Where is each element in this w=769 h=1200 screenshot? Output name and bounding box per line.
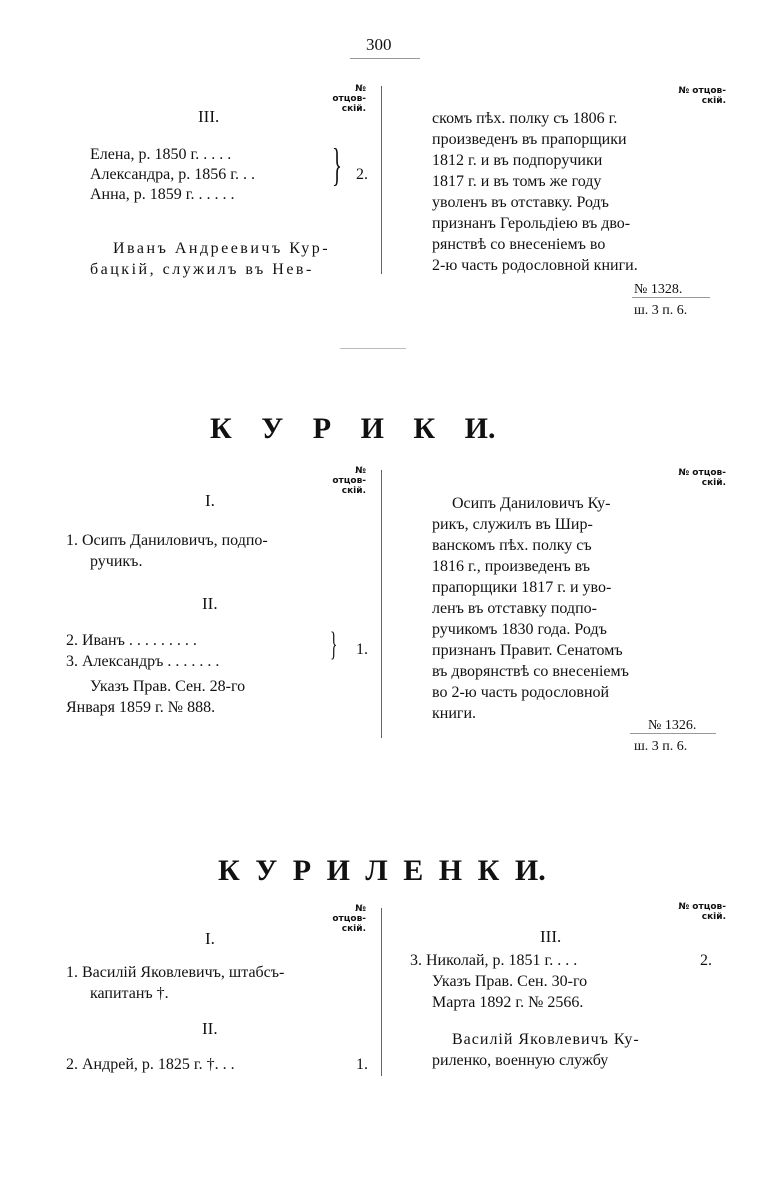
paragraph-line: 2-ю часть родословной книги. [432,257,638,274]
paragraph-line: рикъ, служилъ въ Шир- [432,516,593,533]
column-divider [381,470,382,738]
record-rule [632,297,710,298]
section-title: К У Р И К И. [210,412,496,445]
paragraph-line: во 2-ю часть родословной [432,684,610,701]
page-number-rule [350,58,420,59]
section-title: К У Р И Л Е Н К И. [218,854,546,887]
paragraph-line: Иванъ Андреевичъ Кур- [113,240,331,257]
paragraph-line: Василій Яковлевичъ Ку- [452,1031,640,1048]
column-header-right: № отцов- скій. [678,86,726,106]
brace: } [332,139,342,190]
record-location: ш. 3 п. 6. [634,739,688,754]
paragraph-line: въ дворянствѣ со внесеніемъ [432,663,629,680]
decree-line: Указъ Прав. Сен. 28-го [90,678,246,695]
generation-heading: I. [205,491,215,510]
group-number: 1. [356,641,368,658]
brace: } [330,626,338,663]
paragraph-line: книги. [432,705,477,722]
paragraph-line: Осипъ Даниловичъ Ку- [452,495,611,512]
group-number: 1. [356,1056,368,1073]
paragraph-line: скомъ пѣх. полку съ 1806 г. [432,110,618,127]
paragraph-line: рянствѣ со внесеніемъ во [432,236,606,253]
record-rule [630,733,716,734]
column-divider [381,86,382,274]
person-row: Анна, р. 1859 г. . . . . . [90,186,235,203]
decree-line: Указъ Прав. Сен. 30-го [432,973,588,990]
decree-line: Января 1859 г. № 888. [66,699,216,716]
generation-heading: II. [202,1019,218,1038]
paragraph-line: 1817 г. и въ томъ же году [432,173,602,190]
paragraph-line: бацкій, служилъ въ Нев- [90,261,314,278]
person-row: 1. Осипъ Даниловичъ, подпо- [66,532,268,549]
group-number: 2. [700,952,712,969]
paragraph-line: прапорщики 1817 г. и уво- [432,579,612,596]
paragraph-line: уволенъ въ отставку. Родъ [432,194,609,211]
column-header-left: № отцов- скій. [332,466,366,496]
column-divider [381,908,382,1076]
paragraph-line: риленко, военную службу [432,1052,609,1069]
person-row: 1. Василій Яковлевичъ, штабсъ- [66,964,285,981]
decree-line: Марта 1892 г. № 2566. [432,994,584,1011]
record-location: ш. 3 п. 6. [634,303,688,318]
generation-heading: III. [198,107,220,126]
generation-heading: II. [202,594,218,613]
column-header-left: № отцов- скій. [332,904,366,934]
section-divider [340,348,406,349]
person-row: капитанъ †. [90,985,169,1002]
record-number: № 1326. [648,718,697,733]
paragraph-line: 1816 г., произведенъ въ [432,558,591,575]
column-header-right: № отцов- скій. [678,902,726,922]
person-row: 3. Александръ . . . . . . . [66,653,220,670]
person-row: Александра, р. 1856 г. . . [90,166,255,183]
paragraph-line: произведенъ въ прапорщики [432,131,627,148]
column-header-left: № отцов- скій. [332,84,366,114]
paragraph-line: ванскомъ пѣх. полку съ [432,537,592,554]
generation-heading: III. [540,927,562,946]
paragraph-line: признанъ Правит. Сенатомъ [432,642,623,659]
column-header-right: № отцов- скій. [678,468,726,488]
paragraph-line: признанъ Герольдіею въ дво- [432,215,631,232]
generation-heading: I. [205,929,215,948]
person-row: Елена, р. 1850 г. . . . . [90,146,232,163]
person-row: 3. Николай, р. 1851 г. . . . [410,952,578,969]
paragraph-line: 1812 г. и въ подпоручики [432,152,603,169]
group-number: 2. [356,166,368,183]
page-number: 300 [366,35,392,54]
person-row: ручикъ. [90,553,143,570]
paragraph-line: ручикомъ 1830 года. Родъ [432,621,607,638]
paragraph-line: ленъ въ отставку подпо- [432,600,597,617]
person-row: 2. Иванъ . . . . . . . . . [66,632,197,649]
person-row: 2. Андрей, р. 1825 г. †. . . [66,1056,235,1073]
record-number: № 1328. [634,282,683,297]
